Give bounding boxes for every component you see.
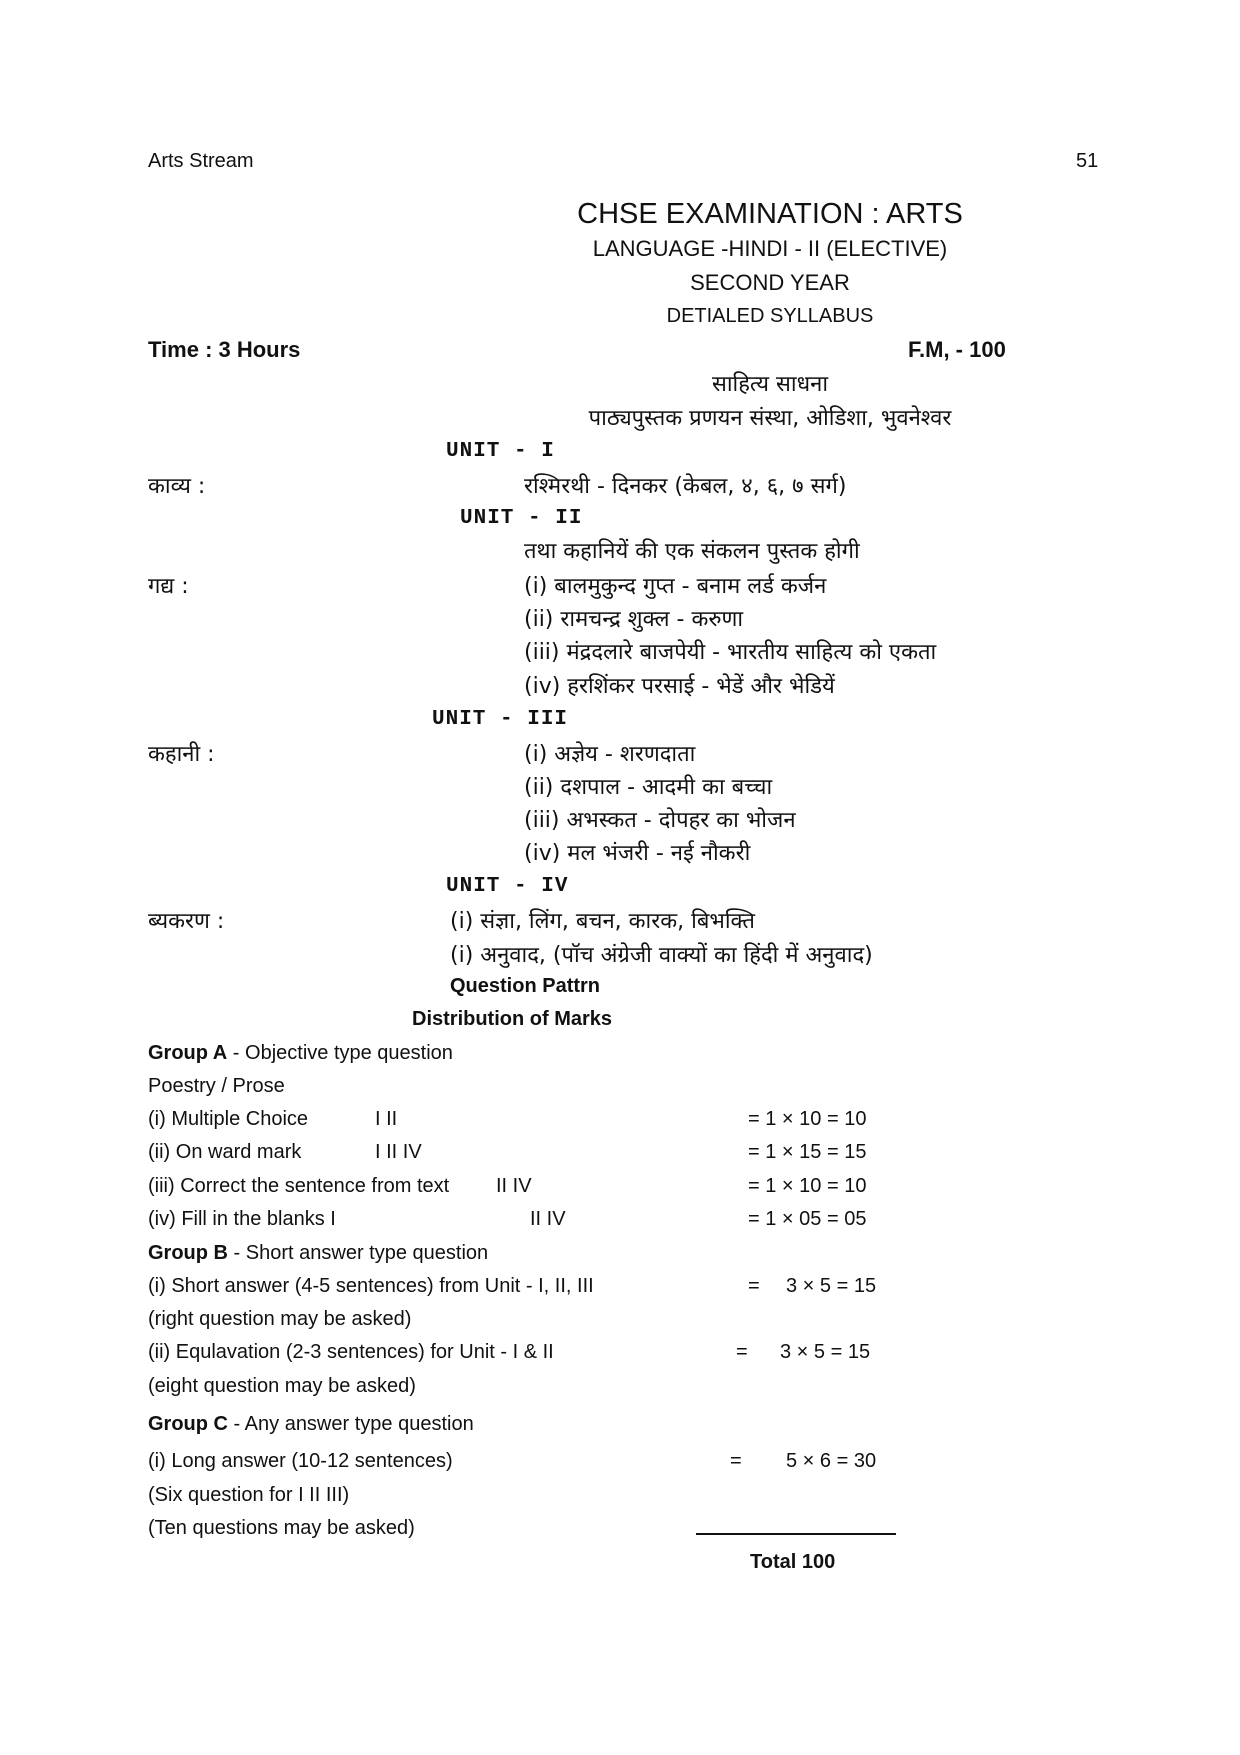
unit-heading: UNIT - I xyxy=(446,440,555,463)
syllabus-item: (i) अनुवाद, (पॉच अंग्रेजी वाक्यों का हिंदी में अनुवाद) xyxy=(450,943,873,968)
unit-heading: UNIT - III xyxy=(432,708,569,731)
question-row-marks: = 1 × 10 = 10 xyxy=(748,1175,867,1197)
total-marks: Total 100 xyxy=(750,1551,836,1573)
syllabus-item: (iv) मल भंजरी - नई नौकरी xyxy=(524,841,751,866)
question-row-eq: = xyxy=(748,1275,760,1297)
question-row-marks: 5 × 6 = 30 xyxy=(786,1450,877,1472)
section-label: गद्य : xyxy=(148,574,189,599)
running-header: Arts Stream xyxy=(148,150,254,172)
question-row-note: (Ten questions may be asked) xyxy=(148,1517,415,1539)
question-row-marks: = 1 × 10 = 10 xyxy=(748,1108,867,1130)
syllabus-item: (i) संज्ञा, लिंग, बचन, कारक, बिभक्ति xyxy=(450,909,755,934)
syllabus-item: (ii) रामचन्द्र शुक्ल - करुणा xyxy=(524,607,744,632)
book-publisher: पाठ्यपुस्तक प्रणयन संस्था, ओडिशा, भुवनेश्वर xyxy=(588,406,952,431)
question-row-eq: = xyxy=(730,1450,742,1472)
group-b-title xyxy=(148,1242,488,1265)
syllabus-item: (iii) अभस्कत - दोपहर का भोजन xyxy=(524,808,796,833)
question-row-text: (iii) Correct the sentence from text xyxy=(148,1175,450,1197)
group-sub: Poestry / Prose xyxy=(148,1075,285,1097)
question-row-text: (iv) Fill in the blanks I xyxy=(148,1208,336,1230)
question-row-units: II IV xyxy=(530,1208,566,1230)
question-row-text: (ii) Equlavation (2-3 sentences) for Unit - I & II xyxy=(148,1341,554,1363)
question-row-note: (right question may be asked) xyxy=(148,1308,412,1330)
question-row-marks: = 1 × 05 = 05 xyxy=(748,1208,867,1230)
full-marks: F.M, - 100 xyxy=(908,337,1006,362)
question-row-note: (eight question may be asked) xyxy=(148,1375,416,1397)
section-label: कहानी : xyxy=(148,742,215,767)
question-row-units: I II IV xyxy=(375,1141,422,1163)
subject-title: LANGUAGE -HINDI - II (ELECTIVE) xyxy=(592,236,948,261)
question-row-note: (Six question for I II III) xyxy=(148,1484,350,1506)
group-c-title xyxy=(148,1413,474,1436)
section-label: ब्यकरण : xyxy=(148,909,225,934)
question-row-eq: = xyxy=(736,1341,748,1363)
group-label: Group A xyxy=(148,1042,228,1064)
question-row-text: (i) Short answer (4-5 sentences) from Unit - I, II, III xyxy=(148,1275,594,1297)
question-row-units: II IV xyxy=(496,1175,532,1197)
syllabus-title: DETIALED SYLLABUS xyxy=(666,305,874,327)
year-title: SECOND YEAR xyxy=(690,270,850,295)
exam-title: CHSE EXAMINATION : ARTS xyxy=(577,198,963,230)
pattern-heading: Question Pattrn xyxy=(450,975,601,997)
question-row-marks: = 1 × 15 = 15 xyxy=(748,1141,867,1163)
group-desc: - Short answer type question xyxy=(228,1242,489,1264)
question-row-text: (i) Multiple Choice xyxy=(148,1108,309,1130)
question-row-units: I II xyxy=(375,1108,398,1130)
question-row-marks: 3 × 5 = 15 xyxy=(780,1341,871,1363)
syllabus-item: (i) बालमुकुन्द गुप्त - बनाम लर्ड कर्जन xyxy=(524,574,827,599)
syllabus-item: (i) अज्ञेय - शरणदाता xyxy=(524,742,696,767)
time-allowed: Time : 3 Hours xyxy=(148,337,301,362)
group-desc: - Any answer type question xyxy=(228,1413,474,1435)
question-row-text: (i) Long answer (10-12 sentences) xyxy=(148,1450,453,1472)
syllabus-item: (iii) मंद्रदलारे बाजपेयी - भारतीय साहित्य को एकता xyxy=(524,640,937,665)
page-number: 51 xyxy=(1076,150,1099,172)
unit-heading: UNIT - IV xyxy=(446,875,569,898)
book-name: साहित्य साधना xyxy=(711,372,829,397)
syllabus-item: (iv) हरशिंकर परसाई - भेडें और भेडियें xyxy=(524,674,835,699)
group-label: Group C xyxy=(148,1413,228,1435)
section-label: काव्य : xyxy=(148,474,206,499)
total-rule xyxy=(696,1533,896,1535)
unit-intro: तथा कहानियें की एक संकलन पुस्तक होगी xyxy=(524,539,860,564)
syllabus-item: रश्मिरथी - दिनकर (केबल, ४, ६, ७ सर्ग) xyxy=(524,474,847,499)
question-row-marks: 3 × 5 = 15 xyxy=(786,1275,877,1297)
group-desc: - Objective type question xyxy=(227,1042,453,1064)
unit-heading: UNIT - II xyxy=(460,507,583,530)
group-a-title xyxy=(148,1042,453,1065)
group-label: Group B xyxy=(148,1242,228,1264)
syllabus-item: (ii) दशपाल - आदमी का बच्चा xyxy=(524,775,773,800)
marks-heading: Distribution of Marks xyxy=(412,1008,613,1030)
question-row-text: (ii) On ward mark xyxy=(148,1141,302,1163)
